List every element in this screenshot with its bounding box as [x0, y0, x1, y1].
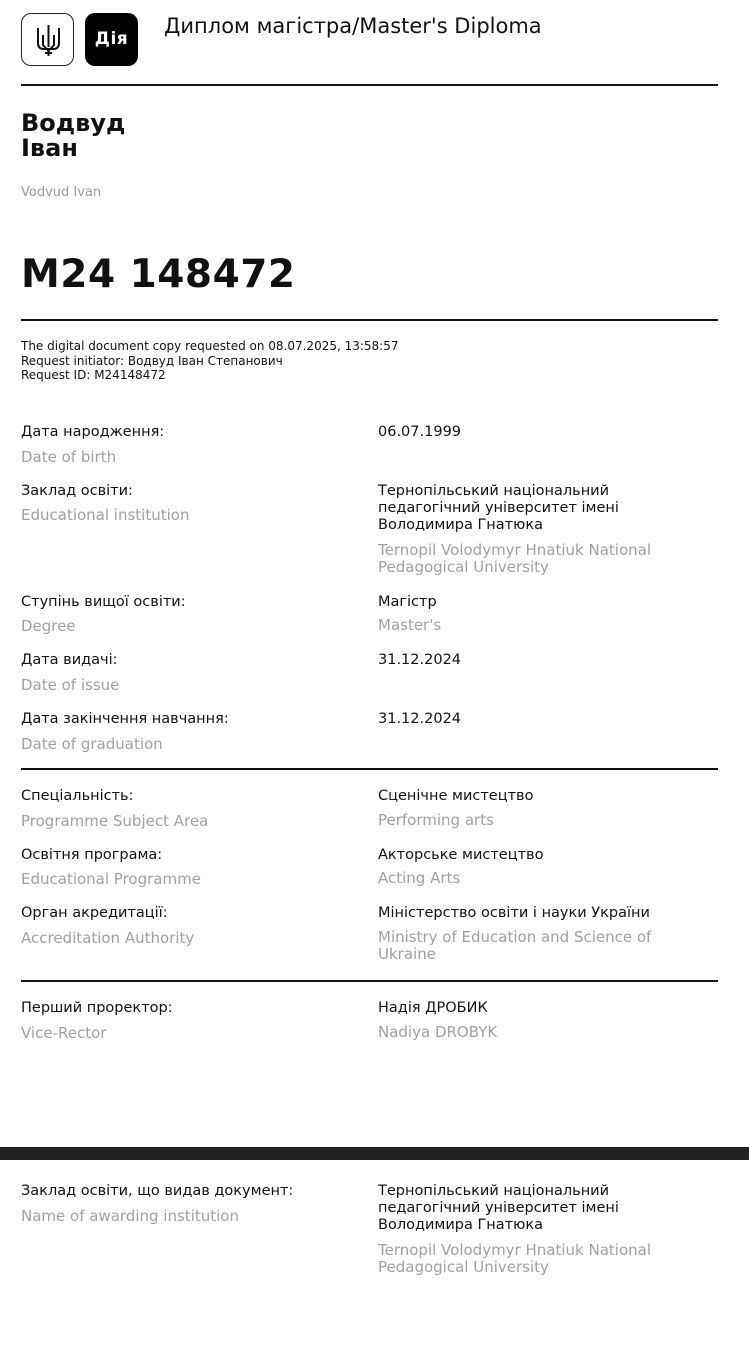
document-title: Диплом магістра/Master's Diploma [164, 14, 542, 38]
field-value-en: Nadiya DROBYK [378, 1023, 498, 1041]
field-label-en: Date of graduation [21, 735, 163, 753]
holder-name [21, 111, 125, 161]
field-label-en: Vice-Rector [21, 1024, 107, 1042]
field-label: Заклад освіти: [21, 483, 133, 499]
field-value-en: Performing arts [378, 811, 494, 829]
field-value-en: Master's [378, 616, 442, 634]
field-label-en: Date of birth [21, 448, 117, 466]
field-label-en: Educational institution [21, 506, 190, 524]
field-value: 31.12.2024 [378, 652, 462, 668]
field-value-en: Ternopil Volodymyr Hnatiuk National Pedagogical University [378, 1241, 651, 1276]
field-label: Дата закінчення навчання: [21, 711, 229, 727]
field-label: Спеціальність: [21, 788, 134, 804]
trident-icon [35, 23, 62, 58]
request-info [21, 339, 399, 383]
field-value: Сценічне мистецтво [378, 788, 534, 804]
field-label: Дата видачі: [21, 652, 118, 668]
field-value-en: Ternopil Volodymyr Hnatiuk National Pedagogical University [378, 541, 651, 576]
holder-name-latin: Vodvud Ivan [21, 185, 102, 200]
field-label: Заклад освіти, що видав документ: [21, 1183, 294, 1199]
field-value: Магістр [378, 594, 437, 610]
field-value: 31.12.2024 [378, 711, 462, 727]
page-separator-bar [0, 1147, 749, 1160]
field-label: Дата народження: [21, 424, 165, 440]
field-value: Акторське мистецтво [378, 847, 544, 863]
divider [21, 319, 718, 321]
trident-logo [21, 13, 74, 66]
field-value: Тернопільський національний педагогічний університет імені Володимира Гнатюка [378, 1183, 619, 1233]
request-id: Request ID: M24148472 [21, 368, 166, 382]
field-label-en: Degree [21, 617, 76, 635]
field-value: 06.07.1999 [378, 424, 462, 440]
field-value: Надія ДРОБИК [378, 1000, 488, 1016]
field-label: Орган акредитації: [21, 905, 168, 921]
field-label: Перший проректор: [21, 1000, 173, 1016]
field-value: Міністерство освіти і науки України [378, 905, 650, 921]
request-initiator: Request initiator: Водвуд Іван Степанович [21, 353, 283, 368]
divider [21, 980, 718, 982]
field-value-en: Ministry of Education and Science of Ukraine [378, 928, 652, 963]
field-label-en: Educational Programme [21, 870, 201, 888]
holder-firstname: Іван [21, 134, 78, 162]
field-value-en: Acting Arts [378, 869, 461, 887]
field-label-en: Programme Subject Area [21, 812, 209, 830]
field-label: Освітня програма: [21, 847, 163, 863]
field-label-en: Date of issue [21, 676, 120, 694]
request-date: The digital document copy requested on 08.07.2025, 13:58:57 [21, 339, 399, 353]
divider [21, 84, 718, 86]
field-label: Ступінь вищої освіти: [21, 594, 186, 610]
divider [21, 768, 718, 770]
document-number: M24 148472 [21, 252, 296, 297]
field-label-en: Accreditation Authority [21, 929, 195, 947]
holder-surname: Водвуд [21, 109, 126, 137]
field-value: Тернопільський національний педагогічний університет імені Володимира Гнатюка [378, 483, 619, 533]
field-label-en: Name of awarding institution [21, 1207, 239, 1225]
diia-logo: Дія [85, 13, 138, 66]
